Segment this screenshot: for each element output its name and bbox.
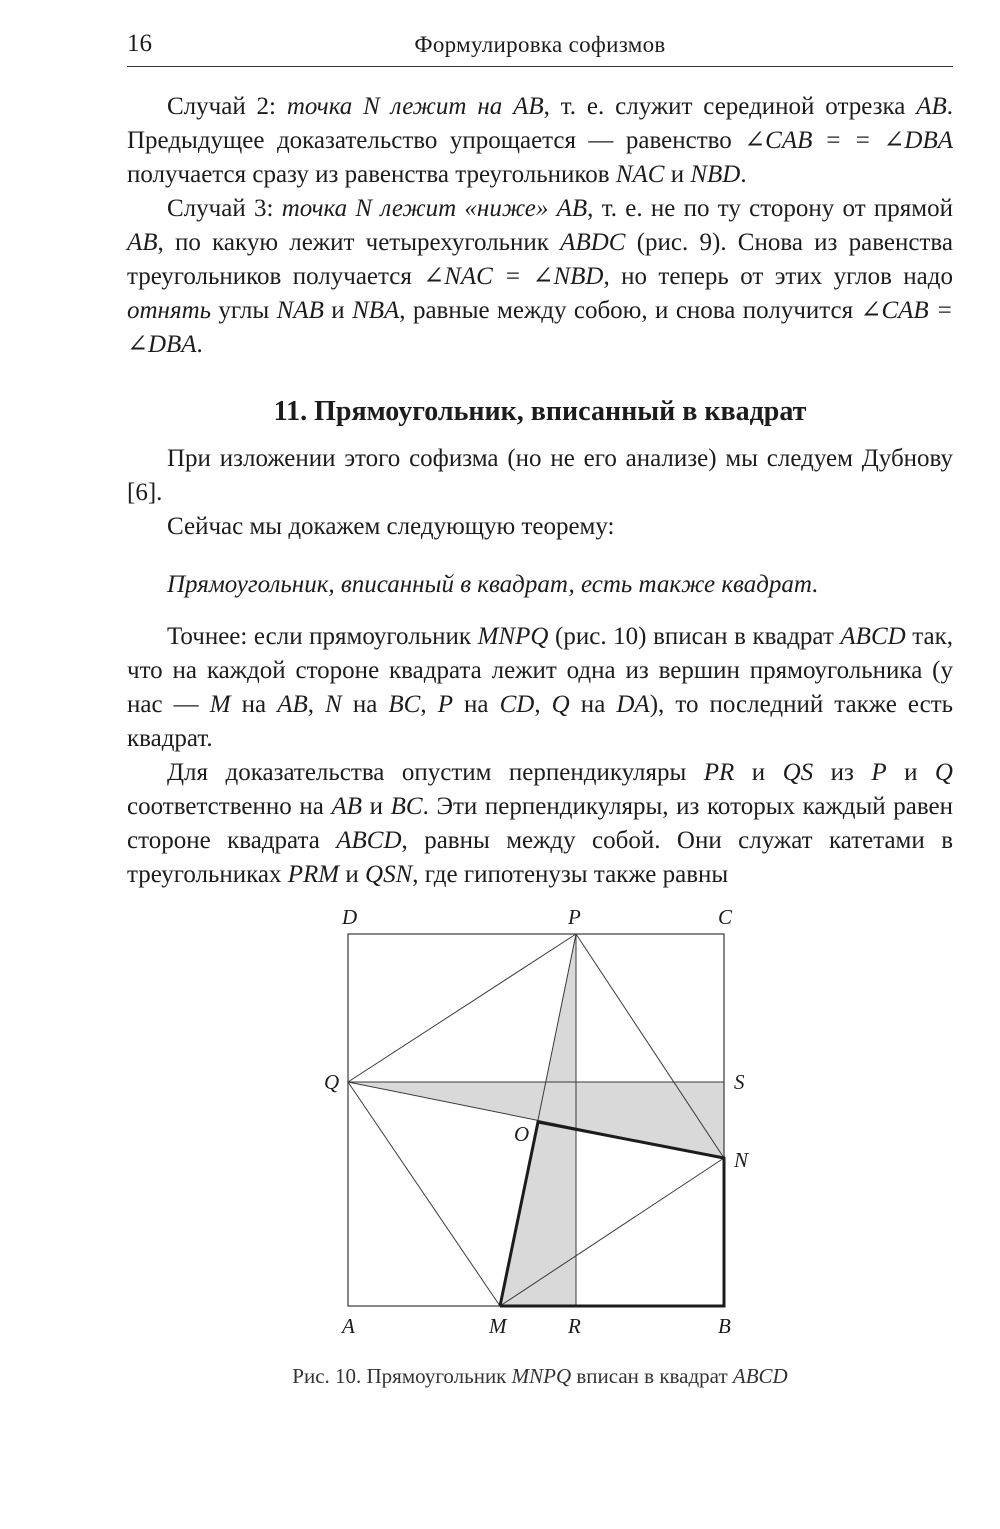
proof-text <box>127 620 953 892</box>
segment-qp <box>348 934 576 1082</box>
section-intro <box>127 442 953 602</box>
precise-statement-paragraph: Точнее: если прямоугольник MNPQ (рис. 10) вписан в квадрат ABCD так, что на каждой стороне квадрата лежит одна из вершин прямоугольника (у нас — M на AB, N на BC, P на CD, Q на DA), то последний также есть квадрат. <box>127 623 954 752</box>
segment-qm <box>348 1082 500 1306</box>
label-p: P <box>568 905 581 929</box>
label-d: D <box>342 905 358 929</box>
label-m: M <box>489 1314 507 1338</box>
figure-10-diagram <box>300 898 800 1348</box>
source-paragraph: При изложении этого софизма (но не его анализе) мы следуем Дубнову [6]. <box>127 445 953 506</box>
figure-caption: Рис. 10. Прямоугольник MNPQ вписан в квадрат ABCD <box>292 1364 788 1388</box>
label-n: N <box>734 1148 749 1172</box>
label-r: R <box>568 1314 581 1338</box>
running-title: Формулировка софизмов <box>414 32 666 57</box>
page-number: 16 <box>127 30 152 57</box>
section-title: 11. Прямоугольник, вписанный в квадрат <box>273 396 807 427</box>
label-q: Q <box>324 1070 340 1094</box>
case-3-paragraph: Случай 3: точка N лежит «ниже» AB, т. е. не по ту сторону от прямой AB, по какую лежит четырехугольник ABDC (рис. 9). Снова из равенства треугольников получается ∠NAC = ∠NBD, но теперь от этих углов надо отнять углы NAB и NBA, равные между собою, и снова получится ∠CAB = ∠DBA. <box>127 195 953 358</box>
label-o: O <box>514 1122 530 1146</box>
theorem-statement: Прямоугольник, вписанный в квадрат, есть также квадрат. <box>167 571 819 598</box>
label-b: B <box>718 1314 731 1338</box>
case-2-paragraph: Случай 2: точка N лежит на AB, т. е. служит серединой отрезка AB. Предыдущее доказательство упрощается — равенство ∠CAB = = ∠DBA получается сразу из равенства треугольников NAC и NBD. <box>127 93 953 188</box>
intro-text <box>127 90 953 362</box>
proof-paragraph: Для доказательства опустим перпендикуляры PR и QS из P и Q соответственно на AB и BC. Эти перпендикуляры, из которых каждый равен стороне квадрата ABCD, равны между собой. Они служат катетами в треугольниках PRM и QSN, где гипотенузы также равны <box>127 759 954 888</box>
label-s: S <box>734 1070 745 1094</box>
theorem-intro-paragraph: Сейчас мы докажем следующую теорему: <box>167 513 615 540</box>
label-c: C <box>718 905 733 929</box>
label-a: A <box>342 1314 355 1338</box>
page-header <box>127 30 953 67</box>
